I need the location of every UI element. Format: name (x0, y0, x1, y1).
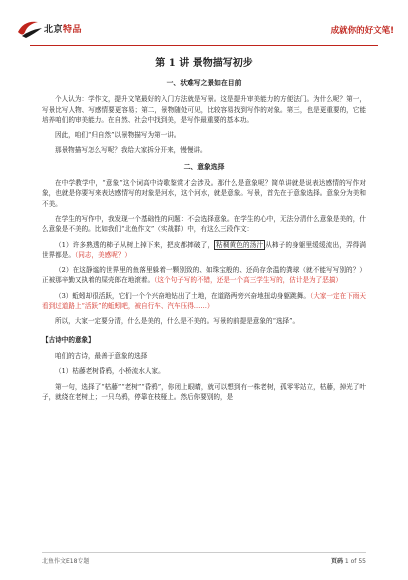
example-text: 从柿子的身躯里缓缓流出，弄得满世界都是。 (42, 240, 367, 259)
footer-divider (42, 552, 366, 553)
page-total: 55 (358, 558, 366, 565)
paragraph: 在学生的写作中，我发现一个基础性的问题：不会选择意象。在学生的心中，无法分清什么意象是美的，什么意象是不美的。比如我们“北鱼作文”（实战群）中，有这么三段作文： (42, 214, 366, 234)
example-1 (42, 240, 366, 261)
brand-logo-icon (16, 18, 44, 40)
section-title-2: 二、意象选择 (183, 162, 225, 171)
paragraph: 所以，大家一定要分清，什么是美的，什么是不美的。写景的前提是意象的“选择”。 (55, 317, 300, 326)
paragraph: （1）枯藤老树昏鸦，小桥流水人家。 (55, 367, 165, 376)
page-header (0, 0, 408, 52)
page-current: 1 (344, 558, 349, 565)
paragraph: 个人认为：学作文，提升文笔最好的入门方法就是写景。这是提升审美能力的方便法门。为什么呢？第一，写景比写人物、写感情要更容易；第二，景物随处可见，比较容易找到写作的对象。第三，也是更重要的，它能培养咱们的审美能力。在自然、社会中找到美，是写作最重要的基本功。 (42, 95, 366, 124)
paragraph: 那景物描写怎么写呢？我给大家拆分开来，慢慢讲。 (55, 146, 207, 155)
brand-logo-text (44, 22, 82, 35)
paragraph: 咱们的古诗，最善于意象的选择 (55, 351, 148, 360)
example-text: （1）许多熟透的柿子从树上掉下来，把皮都摔破了， (55, 240, 215, 249)
red-comment: （同志，美感呢？） (74, 250, 132, 259)
red-comment: （这个句子写的不错，还是一个高三学生写的，估计是为了恶搞） (154, 276, 343, 285)
highlighted-phrase: 粘稠黄色的汤汁 (216, 240, 264, 249)
paragraph: 第一句，选择了“枯藤”“老树”“昏鸦”，你闭上眼睛，就可以想到有一株老树，孤零零站立，枯藤，掉光了叶子，就绕在老树上；一只乌鸦，停靠在枝桠上。然后你要别的，是 (42, 382, 366, 401)
example-3 (42, 291, 366, 312)
section-title-1: 一、状难写之景如在目前 (166, 79, 242, 87)
header-slogan: 成就你的好文笔! (330, 26, 394, 36)
page-label: 页码 (330, 558, 343, 565)
footer-title: 北鱼作文E18专题 (42, 558, 90, 565)
example-text: （3）蚯蚓却很活跃，它们一个个兴奋地钻出了土地，在道路两旁兴奋地扭动身躯跳舞。 (55, 291, 310, 300)
red-comment: （大家一定在下雨天看到过道路上“活跃”的蚯蚓吧，被自行车、汽车压得……） (42, 291, 366, 311)
page-number (331, 556, 366, 565)
subheading: 【古诗中的意象】 (42, 335, 95, 344)
header-divider (30, 45, 378, 46)
logo-main: 北京 (44, 25, 64, 35)
paragraph: 在中学教学中，“意象”这个词高中诗歌鉴赏才会涉及。那什么是意象呢？简单讲就是说表达感情的写作对象，也就是你要写来表达感情写的对象是河水，这个河水，就是意象。写景，首先在于意象选择。意象分为美和不美。 (42, 179, 366, 208)
page-title: 第 1 讲 景物描写初步 (155, 58, 253, 69)
example-text: （2）在这静谧的世界里的鱼落里躲着一颗别致的、如珠宝般的、还尚存余温的粪球（就不能写写别的？）正被那辛勤又执着的屎壳郎在地滚着。 (42, 266, 366, 285)
example-2 (42, 265, 366, 286)
logo-sub: 特品 (63, 25, 83, 35)
paragraph: 因此，咱们“归自然”以景物描写为第一讲。 (55, 131, 181, 140)
page-of: of (350, 558, 357, 565)
document-body (42, 52, 366, 407)
page-footer (42, 554, 366, 566)
